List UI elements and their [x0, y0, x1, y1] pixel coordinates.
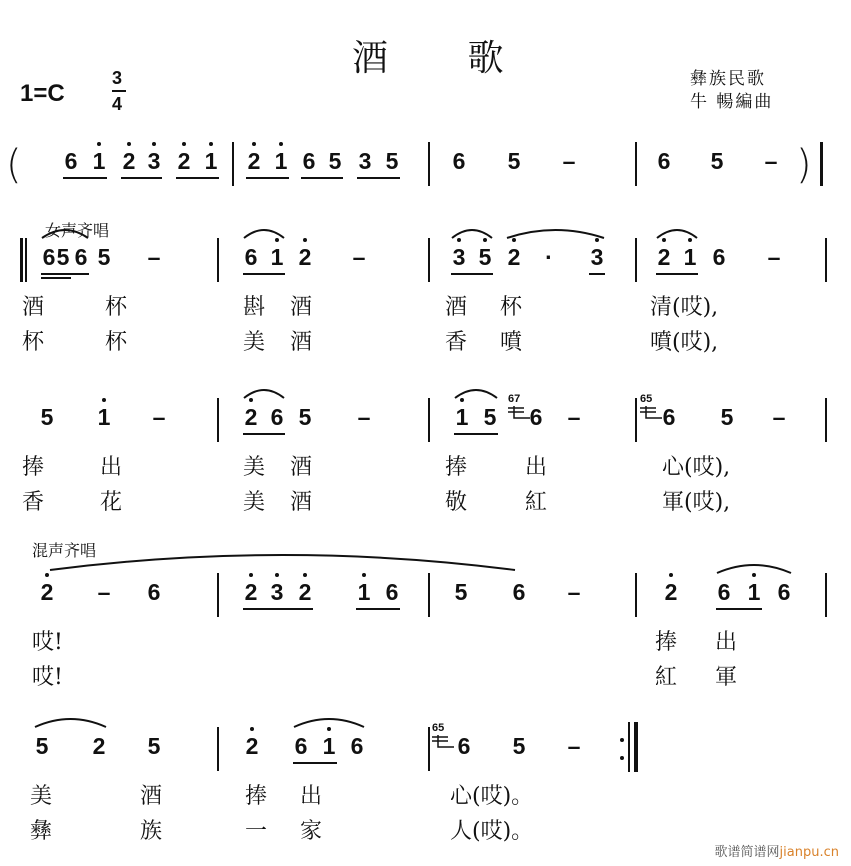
lyric-syllable: 酒: [140, 784, 163, 809]
lyric-syllable: 香: [445, 330, 468, 355]
note-digit: 5: [720, 404, 734, 430]
lyric-syllable: 出: [525, 455, 548, 480]
lyric-syllable: 捧: [655, 630, 678, 655]
watermark-site: jianpu.cn: [779, 845, 839, 860]
lyric-syllable: 酒: [290, 295, 313, 320]
note-digit: 2: [664, 579, 678, 605]
lyric-syllable: 紅: [655, 665, 678, 690]
note-digit: 6: [42, 244, 56, 270]
note-digit: 5: [298, 404, 312, 430]
note-digit: 6: [147, 579, 161, 605]
note-digit: ·: [545, 244, 553, 270]
slur: [42, 230, 88, 238]
song-title: 酒 歌: [352, 38, 538, 79]
lyric-syllable: 哎!: [32, 630, 63, 655]
note-digit: 6: [452, 148, 466, 174]
note-digit: 6: [457, 733, 471, 759]
slur: [244, 230, 284, 238]
note-digit: 2: [247, 148, 261, 174]
grace-note: 67: [508, 393, 521, 405]
slur: [244, 390, 284, 398]
lyric-syllable: 美: [30, 784, 53, 809]
note-digit: –: [772, 404, 786, 430]
lyric-syllable: 清(哎),: [650, 295, 719, 320]
lyric-syllable: 捧: [22, 455, 45, 480]
note-digit: –: [562, 148, 576, 174]
lyric-syllable: 花: [100, 490, 123, 515]
grace-note-mark: [640, 406, 662, 418]
note-digit: 6: [294, 733, 308, 759]
note-digit: 5: [478, 244, 492, 270]
note-digit: –: [567, 404, 581, 430]
lyric-syllable: 酒: [22, 295, 45, 320]
note-digit: 6: [244, 244, 258, 270]
note-digit: 5: [328, 148, 342, 174]
lyric-syllable: 捧: [445, 455, 468, 480]
note-digit: –: [567, 733, 581, 759]
slur: [50, 555, 515, 570]
grace-note: 65: [640, 393, 653, 405]
intro-paren-open: (: [6, 142, 22, 188]
slur: [294, 719, 364, 727]
lyric-syllable: 敬: [445, 490, 468, 515]
note-digit: 3: [358, 148, 372, 174]
note-digit: –: [97, 579, 111, 605]
note-digit: 6: [302, 148, 316, 174]
note-digit: 1: [683, 244, 697, 270]
note-digit: –: [152, 404, 166, 430]
credit-origin: 彝族民歌: [690, 69, 766, 89]
lyric-syllable: 美: [243, 455, 266, 480]
lyric-syllable: 酒: [290, 490, 313, 515]
note-digit: 6: [529, 404, 543, 430]
note-digit: 1: [357, 579, 371, 605]
note-digit: 6: [74, 244, 88, 270]
note-digit: 2: [657, 244, 671, 270]
note-digit: 5: [35, 733, 49, 759]
time-signature-bottom: 4: [112, 94, 123, 114]
lyric-syllable: 出: [300, 784, 323, 809]
note-digit: 2: [298, 579, 312, 605]
note-digit: –: [357, 404, 371, 430]
lyric-syllable: 噴(哎),: [650, 330, 719, 355]
slur: [717, 565, 791, 573]
note-digit: 2: [244, 404, 258, 430]
note-digit: 1: [455, 404, 469, 430]
lyric-syllable: 心(哎),: [662, 455, 731, 480]
intro-paren-close: ): [796, 142, 812, 188]
note-digit: 1: [322, 733, 336, 759]
note-digit: –: [147, 244, 161, 270]
lyric-syllable: 人(哎)。: [450, 819, 534, 844]
note-digit: 1: [747, 579, 761, 605]
note-digit: –: [352, 244, 366, 270]
note-digit: 6: [662, 404, 676, 430]
note-digit: 5: [710, 148, 724, 174]
lyric-syllable: 族: [140, 819, 163, 844]
note-digit: 6: [657, 148, 671, 174]
note-digit: 3: [452, 244, 466, 270]
lyric-syllable: 紅: [525, 490, 548, 515]
note-digit: –: [567, 579, 581, 605]
lyric-syllable: 軍: [715, 665, 738, 690]
lyric-syllable: 出: [715, 630, 738, 655]
lyric-syllable: 心(哎)。: [450, 784, 534, 809]
slur: [507, 230, 604, 238]
slur: [35, 719, 106, 727]
lyric-syllable: 家: [300, 819, 323, 844]
note-digit: 2: [122, 148, 136, 174]
lyric-syllable: 杯: [500, 295, 523, 320]
lyric-syllable: 酒: [290, 330, 313, 355]
slur: [452, 230, 492, 238]
note-digit: 2: [298, 244, 312, 270]
note-digit: 6: [512, 579, 526, 605]
note-digit: 1: [270, 244, 284, 270]
section-label-female: 女声齐唱: [45, 221, 110, 240]
note-digit: 1: [204, 148, 218, 174]
lyric-syllable: 斟: [243, 295, 266, 320]
note-digit: 5: [483, 404, 497, 430]
note-digit: 2: [245, 733, 259, 759]
lyric-syllable: 美: [243, 490, 266, 515]
note-digit: 5: [385, 148, 399, 174]
grace-note-mark: [508, 406, 530, 418]
note-digit: 6: [777, 579, 791, 605]
lyric-syllable: 軍(哎),: [662, 490, 731, 515]
note-digit: 6: [64, 148, 78, 174]
lyric-syllable: 香: [22, 490, 45, 515]
note-digit: 6: [270, 404, 284, 430]
lyric-syllable: 出: [100, 455, 123, 480]
lyric-syllable: 杯: [22, 330, 45, 355]
note-digit: 6: [712, 244, 726, 270]
note-digit: –: [767, 244, 781, 270]
lyric-syllable: 捧: [245, 784, 268, 809]
note-digit: –: [764, 148, 778, 174]
note-digit: 5: [97, 244, 111, 270]
credit-arranger: 牛 暢編曲: [690, 92, 774, 112]
slur: [455, 390, 497, 398]
key-signature: 1=C: [20, 80, 65, 107]
time-signature-top: 3: [112, 68, 123, 88]
section-label-mixed: 混声齐唱: [32, 541, 97, 560]
note-digit: 6: [385, 579, 399, 605]
note-digit: 3: [590, 244, 604, 270]
note-digit: 2: [507, 244, 521, 270]
note-digit: 3: [147, 148, 161, 174]
note-digit: 5: [507, 148, 521, 174]
note-digit: 2: [244, 579, 258, 605]
lyric-syllable: 哎!: [32, 665, 63, 690]
lyric-syllable: 酒: [445, 295, 468, 320]
lyric-syllable: 杯: [105, 295, 128, 320]
note-digit: 5: [40, 404, 54, 430]
lyric-syllable: 彝: [30, 819, 53, 844]
note-digit: 6: [717, 579, 731, 605]
note-digit: 6: [350, 733, 364, 759]
lyric-syllable: 一: [245, 819, 268, 844]
note-digit: 1: [92, 148, 106, 174]
slur: [657, 230, 697, 238]
lyric-syllable: 美: [243, 330, 266, 355]
grace-note-mark: [432, 735, 454, 747]
note-digit: 5: [147, 733, 161, 759]
lyric-syllable: 杯: [105, 330, 128, 355]
note-digit: 5: [512, 733, 526, 759]
note-digit: 2: [92, 733, 106, 759]
lyric-syllable: 噴: [500, 330, 523, 355]
note-digit: 5: [454, 579, 468, 605]
note-digit: 1: [97, 404, 111, 430]
note-digit: 3: [270, 579, 284, 605]
note-digit: 5: [56, 244, 70, 270]
note-digit: 2: [40, 579, 54, 605]
grace-note: 65: [432, 722, 445, 734]
note-digit: 2: [177, 148, 191, 174]
watermark-cn: 歌谱简谱网: [714, 845, 780, 860]
note-digit: 1: [274, 148, 288, 174]
lyric-syllable: 酒: [290, 455, 313, 480]
